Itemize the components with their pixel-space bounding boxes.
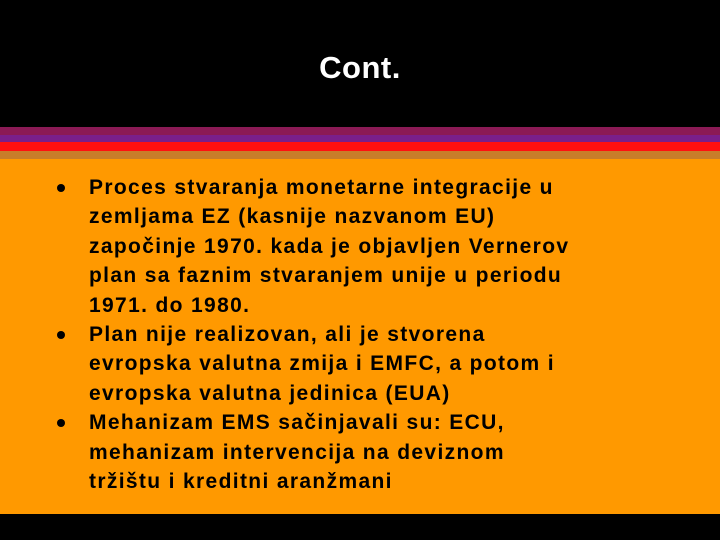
bullet-list (0, 173, 720, 496)
slide-title: Cont. (319, 50, 401, 85)
bullet-text-2: Plan nije realizovan, ali je stvorena evropska valutna zmija i EMFC, a potom i evropska valutna jedinica (EUA) (89, 323, 555, 405)
content-panel (0, 159, 720, 514)
decorative-stripe-red (0, 142, 720, 151)
bottom-band (0, 514, 720, 540)
bullet-dot-icon (57, 419, 65, 427)
bullet-dot-icon (57, 331, 65, 339)
decorative-stripe-magenta (0, 127, 720, 135)
bullet-text-3: Mehanizam EMS sačinjavali su: ECU, mehanizam intervencija na deviznom tržištu i kreditni aranžmani (89, 411, 505, 494)
bullet-text-1: Proces stvaranja monetarne integracije u zemljama EZ (kasnije nazvanom EU) započinje 1970. kada je objavljen Vernerov plan sa faznim stvaranjem unije u periodu 1971. do 1980. (89, 176, 570, 317)
decorative-stripe-purple (0, 135, 720, 142)
bullet-item-1 (0, 173, 720, 320)
bullet-item-2 (0, 320, 720, 408)
decorative-stripe-brown (0, 151, 720, 159)
bullet-item-3 (0, 408, 720, 496)
bullet-dot-icon (57, 184, 65, 192)
